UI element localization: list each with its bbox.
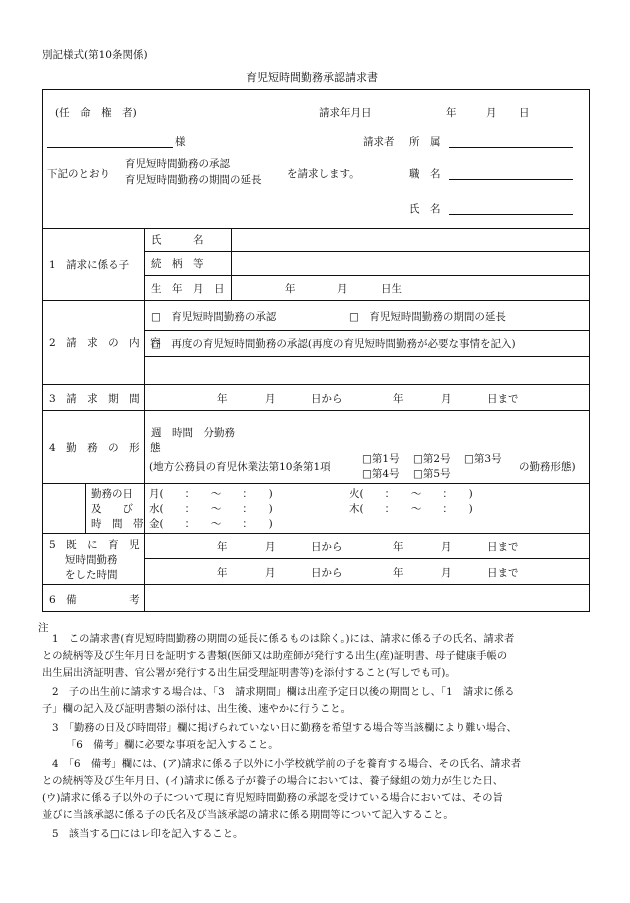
weekly-hours: 週 時間 分勤務: [151, 427, 235, 439]
prior-year4: 年: [393, 567, 404, 579]
days-label-2: 及 び: [91, 503, 133, 515]
as-follows-label: 下記のとおり: [47, 168, 110, 180]
note-4d: 並びに当該承認に係る子の氏名及び当該承認の請求に係る期間等について記入すること。: [42, 809, 454, 821]
section3-label: 3 請 求 期 間: [49, 393, 140, 405]
note-3a: 3 「勤務の日及び時間帯」欄に掲げられていない日に勤務を希望する場合等当該欄により難い場合、: [52, 722, 517, 734]
wednesday-hours[interactable]: 水( ： 〜 ： ): [149, 503, 273, 515]
law-no2-checkbox[interactable]: □第2号: [413, 453, 451, 465]
name-field[interactable]: [449, 214, 573, 215]
prior-from1: 日から: [311, 541, 343, 553]
divider-s3: [43, 410, 589, 411]
divider-s5a: [145, 558, 589, 559]
notes-title: 注: [38, 622, 49, 634]
child-name-label: 氏 名: [151, 234, 204, 246]
request-date-label: 請求年月日: [319, 107, 372, 119]
addressee-line[interactable]: [47, 147, 173, 148]
birth-day: 日生: [381, 283, 402, 295]
law-no1-checkbox[interactable]: □第1号: [362, 453, 400, 465]
request-form: [42, 89, 590, 612]
section5-label-3: をした時間: [65, 569, 118, 581]
prior-month4: 月: [441, 567, 452, 579]
content-reapproval-checkbox[interactable]: □ 再度の育児短時間勤務の承認(再度の育児短時間勤務が必要な事情を記入): [151, 338, 516, 350]
appointer-label: (任 命 権 者): [55, 107, 137, 119]
divider-s4a: [43, 483, 589, 484]
birth-year: 年: [285, 283, 296, 295]
thursday-hours[interactable]: 木( ： 〜 ： ): [349, 503, 473, 515]
days-label-1: 勤務の日: [91, 488, 133, 500]
note-1c: 出生届出済証明書、官公署が発行する出生届受理証明書等)を添付すること(写しでも可)。: [42, 667, 456, 679]
law-no3-checkbox[interactable]: □第3号: [464, 453, 502, 465]
law-no4-checkbox[interactable]: □第4号: [362, 468, 400, 480]
divider-s5: [43, 584, 589, 585]
position-field[interactable]: [449, 179, 573, 180]
sama-label: 様: [175, 136, 186, 148]
remarks-field[interactable]: [147, 586, 587, 610]
prior-month3: 月: [265, 567, 276, 579]
option-approval: 育児短時間勤務の承認: [125, 158, 230, 170]
prior-from2: 日から: [311, 567, 343, 579]
prior-year3: 年: [217, 567, 228, 579]
prior-year1: 年: [217, 541, 228, 553]
divider-s2a: [145, 330, 589, 331]
period-year1: 年: [217, 393, 228, 405]
child-relation-label: 続 柄 等: [151, 258, 204, 270]
requester-label: 請求者: [363, 136, 395, 148]
period-month1: 月: [265, 393, 276, 405]
period-until: 日まで: [487, 393, 519, 405]
s1-inner-line: [231, 228, 232, 300]
period-month2: 月: [441, 393, 452, 405]
divider-top: [43, 228, 589, 229]
note-5: 5 該当する□にはレ印を記入すること。: [52, 828, 244, 840]
law-reference: (地方公務員の育児休業法第10条第1項: [149, 461, 331, 473]
prior-until1: 日まで: [487, 541, 519, 553]
note-1b: との続柄等及び生年月日を証明する書類(医師又は助産師が発行する出生(産)証明書、母子健康手帳の: [42, 650, 508, 662]
note-4b: との続柄等及び生年月日、(イ)請求に係る子が養子の場合においては、養子縁組の効力が生じた日、: [42, 775, 504, 787]
note-1a: 1 この請求書(育児短時間勤務の期間の延長に係るものは除く。)には、請求に係る子の氏名、請求者: [52, 633, 515, 645]
divider-s4: [43, 533, 589, 534]
monday-hours[interactable]: 月( ： 〜 ： ): [149, 488, 273, 500]
note-3b: 「6 備考」欄に必要な事項を記入すること。: [66, 739, 279, 751]
prior-year2: 年: [393, 541, 404, 553]
position-label: 職 名: [409, 168, 441, 180]
option-extension: 育児短時間勤務の期間の延長: [125, 174, 262, 186]
s4-inner-line: [85, 483, 86, 533]
note-4a: 4 「6 備考」欄には、(ア)請求に係る子以外に小学校就学前の子を養育する場合、その氏名、請求者: [52, 758, 522, 770]
divider-s2: [43, 384, 589, 385]
request-suffix: を請求します。: [287, 168, 360, 180]
section6-label: 6 備 考: [49, 594, 140, 606]
section5-label-2: 短時間勤務: [65, 554, 118, 566]
divider-s1: [43, 300, 589, 301]
work-form-suffix: の勤務形態): [519, 461, 576, 473]
divider-s2b: [145, 356, 589, 357]
prior-month1: 月: [265, 541, 276, 553]
date-day: 日: [519, 107, 530, 119]
section2-label: 2 請 求 の 内 容: [49, 337, 161, 349]
date-year: 年: [446, 107, 457, 119]
days-label-3: 時 間 帯: [91, 518, 144, 530]
affiliation-field[interactable]: [449, 147, 573, 148]
note-2b: 子」欄の記入及び証明書類の添付は、出生後、速やかに行うこと。: [42, 703, 351, 715]
name-label: 氏 名: [409, 203, 441, 215]
period-from: 日から: [311, 393, 343, 405]
period-year2: 年: [393, 393, 404, 405]
date-month: 月: [486, 107, 497, 119]
note-2a: 2 子の出生前に請求する場合は、「3 請求期間」欄は出産予定日以後の期間とし、「1 請求に係る: [52, 686, 515, 698]
section1-label: 1 請求に係る子: [49, 259, 130, 271]
tuesday-hours[interactable]: 火( ： 〜 ： ): [349, 488, 473, 500]
divider-s1b: [145, 275, 589, 276]
form-title: 育児短時間勤務承認請求書: [246, 71, 378, 84]
section4-label: 4 勤 務 の 形 態: [49, 442, 161, 454]
divider-s1a: [145, 251, 589, 252]
content-approval-checkbox[interactable]: □ 育児短時間勤務の承認: [151, 311, 277, 323]
prior-until2: 日まで: [487, 567, 519, 579]
child-birth-label: 生 年 月 日: [151, 283, 225, 295]
content-extension-checkbox[interactable]: □ 育児短時間勤務の期間の延長: [349, 311, 506, 323]
note-4c: (ウ)請求に係る子以外の子について現に育児短時間勤務の承認を受けている場合においては、その旨: [42, 792, 503, 804]
form-reference: 別記様式(第10条関係): [42, 49, 148, 61]
friday-hours[interactable]: 金( ： 〜 ： ): [149, 518, 273, 530]
birth-month: 月: [337, 283, 348, 295]
prior-month2: 月: [441, 541, 452, 553]
section5-label-1: 5 既 に 育 児: [49, 539, 140, 551]
law-no5-checkbox[interactable]: □第5号: [413, 468, 451, 480]
affiliation-label: 所 属: [409, 136, 441, 148]
label-column-line: [144, 228, 145, 612]
